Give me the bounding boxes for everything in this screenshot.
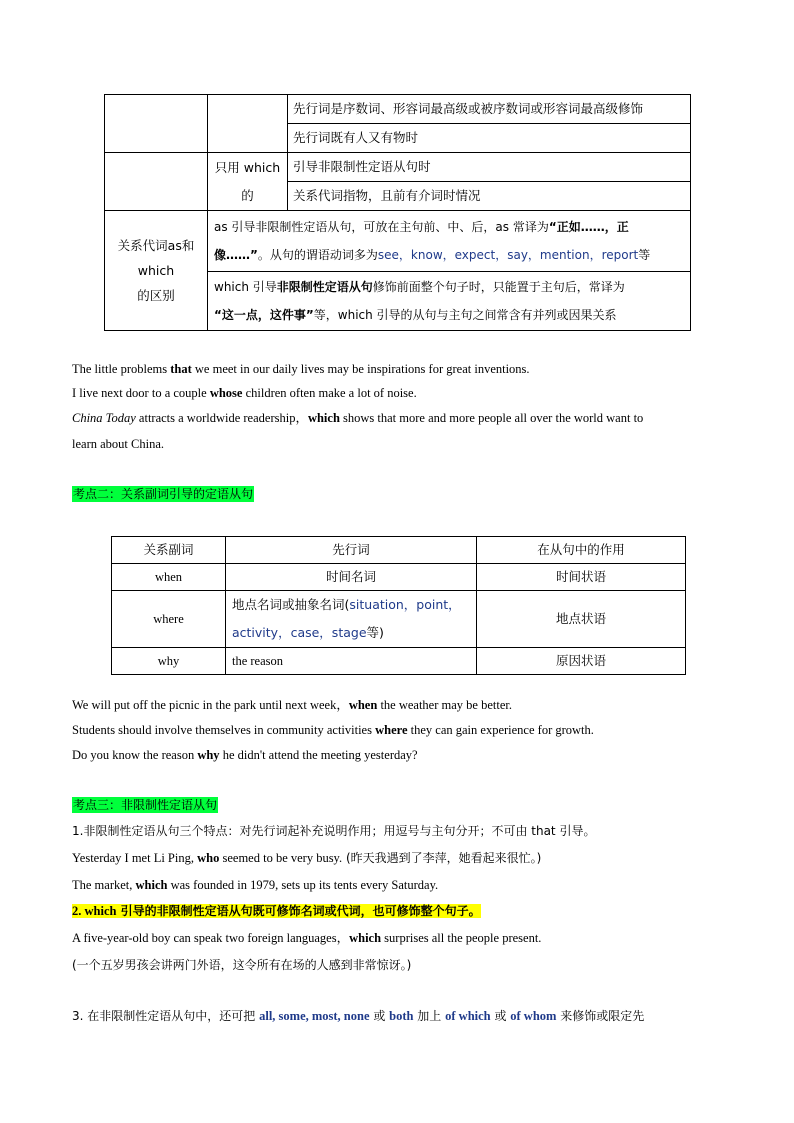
example-sentence	[72, 409, 643, 427]
paragraph-keyword: of whom	[510, 1009, 557, 1023]
cell-text-bold: “这一点，这件事”	[214, 308, 314, 322]
sentence-text: attracts a worldwide readership，	[135, 411, 308, 425]
sentence-text: they can gain experience for growth.	[407, 723, 594, 737]
table-row	[105, 211, 691, 272]
sentence-keyword: who	[197, 851, 220, 865]
example-sentence	[72, 435, 164, 453]
sentence-text: I live next door to a couple	[72, 386, 210, 400]
table-cell	[105, 95, 208, 153]
table-cell: why	[112, 648, 226, 675]
sentence-text: we meet in our daily lives may be inspirations for great inventions.	[191, 362, 530, 376]
cell-text-bold: “正如……，正	[548, 220, 629, 234]
highlighted-rule-text	[72, 904, 481, 918]
section-title	[72, 796, 218, 814]
cell-line: 关系代词as和	[117, 238, 195, 253]
sentence-text: The market,	[72, 878, 136, 892]
table-cell: 引导非限制性定语从句时	[288, 153, 691, 182]
sentence-text: We will put off the picnic in the park until next week，	[72, 698, 349, 712]
sentence-text: A five-year-old boy can speak two foreign languages，	[72, 931, 350, 945]
sentence-text: seemed to be very busy.	[219, 851, 343, 865]
cell-text-words: situation，point，	[349, 597, 461, 612]
section-title	[72, 485, 254, 503]
sentence-text: learn about China.	[72, 437, 164, 451]
cell-text: 等)	[366, 625, 384, 640]
sentence-translation: (昨天我遇到了李萍，她看起来很忙。)	[342, 851, 542, 865]
cell-text: 地点名词或抽象名词(	[232, 597, 350, 612]
example-sentence	[72, 746, 418, 764]
table-cell: 时间状语	[477, 564, 686, 591]
sentence-keyword: when	[348, 698, 378, 712]
table-cell: when	[112, 564, 226, 591]
sentence-keyword: which	[135, 878, 168, 892]
sentence-text: Do you know the reason	[72, 748, 198, 762]
paragraph-keyword: of which	[445, 1009, 491, 1023]
table-cell: 时间名词	[226, 564, 477, 591]
sentence-keyword: which	[307, 411, 340, 425]
table-cell	[105, 211, 208, 331]
cell-text: 等	[638, 248, 651, 262]
column-header: 先行词	[226, 537, 477, 564]
table-cell: 先行词既有人又有物时	[288, 124, 691, 153]
sentence-text: he didn't attend the meeting yesterday?	[219, 748, 418, 762]
table-row	[112, 648, 686, 675]
example-sentence	[72, 360, 530, 378]
rule-keyword: 2. which	[72, 904, 117, 918]
paragraph-text: 3. 在非限制性定语从句中，还可把	[72, 1009, 260, 1023]
table-cell	[226, 591, 477, 648]
table-cell: the reason	[226, 648, 477, 675]
relative-pronoun-table	[104, 94, 691, 331]
table-cell	[105, 153, 208, 211]
paragraph-text: 或	[369, 1009, 390, 1023]
section-title-text: 考点三：非限制性定语从句	[73, 798, 218, 812]
sentence-title: China Today	[72, 411, 136, 425]
paragraph-keyword: both	[389, 1009, 414, 1023]
sentence-text: surprises all the people present.	[381, 931, 542, 945]
example-sentence	[72, 696, 512, 714]
paragraph: 1.非限制性定语从句三个特点：对先行词起补充说明作用；用逗号与主句分开；不可由 that 引导。	[72, 824, 596, 838]
sentence-text: The little problems	[72, 362, 171, 376]
sentence-text: the weather may be better.	[377, 698, 512, 712]
sentence-text: Students should involve themselves in community activities	[72, 723, 376, 737]
paragraph	[72, 1007, 644, 1025]
table-cell	[208, 153, 288, 211]
table-cell	[208, 272, 691, 331]
relative-adverb-table	[111, 536, 686, 675]
table-header-row	[112, 537, 686, 564]
table-row	[105, 153, 691, 182]
example-sentence	[72, 384, 417, 402]
sentence-text: was founded in 1979, sets up its tents every Saturday.	[167, 878, 439, 892]
table-cell	[208, 211, 691, 272]
table-cell: where	[112, 591, 226, 648]
cell-line: which	[137, 263, 175, 278]
table-row	[112, 591, 686, 648]
cell-text-bold: 非限制性定语从句	[276, 280, 373, 294]
paragraph-keyword: all, some, most, none	[259, 1009, 370, 1023]
example-sentence	[72, 721, 594, 739]
example-sentence	[72, 929, 541, 947]
table-cell: 先行词是序数词、形容词最高级或被序数词或形容词最高级修饰	[288, 95, 691, 124]
cell-text: 。从句的谓语动词多为	[257, 248, 378, 262]
section-title-text: 考点二：关系副词引导的定语从句	[73, 487, 254, 501]
cell-line: 的	[241, 187, 254, 203]
table-row	[112, 564, 686, 591]
highlighted-rule	[72, 902, 481, 920]
sentence-text: Yesterday I met Li Ping,	[72, 851, 198, 865]
table-row	[105, 95, 691, 124]
table-cell: 关系代词指物，且前有介词时情况	[288, 182, 691, 211]
cell-text: as 引导非限制性定语从句，可放在主句前、中、后，as 常译为	[214, 220, 549, 234]
cell-line: 的区别	[137, 288, 175, 303]
sentence-translation: (一个五岁男孩会讲两门外语，这令所有在场的人感到非常惊讶。)	[72, 958, 412, 972]
example-sentence	[72, 876, 438, 894]
cell-text: 修饰前面整个句子时，只能置于主句后，常译为	[372, 280, 625, 294]
table-cell	[208, 95, 288, 153]
table-cell: 地点状语	[477, 591, 686, 648]
sentence-text: shows that more and more people all over the world want to	[339, 411, 644, 425]
example-sentence	[72, 849, 541, 867]
column-header: 关系副词	[112, 537, 226, 564]
cell-text: 等，which 引导的从句与主句之间常含有并列或因果关系	[313, 308, 617, 322]
sentence-keyword: whose	[209, 386, 243, 400]
paragraph-text: 加上	[413, 1009, 446, 1023]
table-cell: 原因状语	[477, 648, 686, 675]
rule-text: 引导的非限制性定语从句既可修饰名词或代词，也可修饰整个句子。	[116, 904, 481, 918]
paragraph-text: 或	[490, 1009, 511, 1023]
cell-text-words: activity，case，stage	[232, 625, 367, 640]
sentence-text: children often make a lot of noise.	[242, 386, 417, 400]
cell-line: 只用 which	[214, 159, 281, 175]
cell-text-bold: 像……”	[214, 248, 258, 262]
sentence-keyword: where	[375, 723, 408, 737]
sentence-keyword: why	[197, 748, 220, 762]
cell-text: which 引导	[214, 280, 277, 294]
paragraph-text: 来修饰或限定先	[556, 1009, 645, 1023]
sentence-keyword: which	[349, 931, 382, 945]
cell-text-verbs: see，know，expect，say，mention，report	[377, 248, 639, 262]
column-header: 在从句中的作用	[477, 537, 686, 564]
sentence-keyword: that	[170, 362, 192, 376]
